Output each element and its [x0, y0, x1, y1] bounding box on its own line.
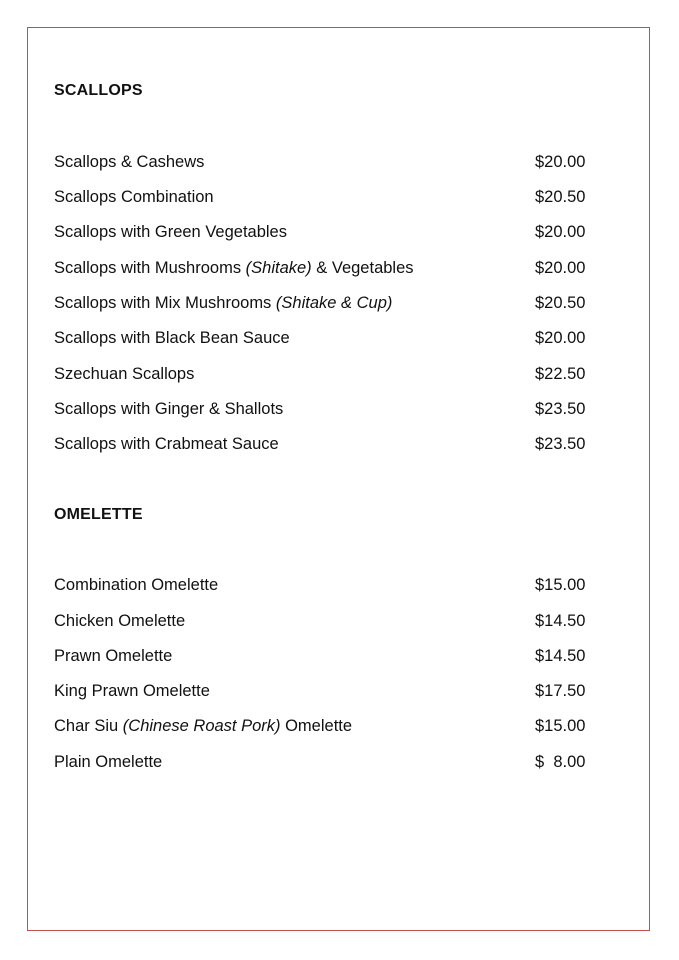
section-heading-omelette: OMELETTE: [54, 506, 143, 523]
item-price: $22.50: [535, 365, 586, 383]
item-price: $20.00: [535, 223, 586, 241]
item-price: $20.50: [535, 294, 586, 312]
item-price: $15.00: [535, 576, 586, 594]
menu-item: [54, 573, 586, 597]
item-price: $17.50: [535, 682, 586, 700]
menu-item: [54, 750, 586, 774]
menu-item: [54, 714, 586, 738]
menu-item: [54, 220, 586, 244]
item-name: Scallops with Mushrooms (Shitake) & Vegetables: [54, 259, 414, 277]
menu-item: [54, 150, 586, 174]
item-name: Scallops with Black Bean Sauce: [54, 329, 290, 347]
item-name: Scallops Combination: [54, 188, 214, 206]
item-price: $20.00: [535, 153, 586, 171]
item-name: Chicken Omelette: [54, 612, 186, 630]
menu-item: [54, 609, 586, 633]
item-price: $23.50: [535, 400, 586, 418]
item-price: $20.00: [535, 329, 586, 347]
item-price: $14.50: [535, 647, 586, 665]
item-name: Scallops with Ginger & Shallots: [54, 400, 284, 418]
item-price: $14.50: [535, 612, 586, 630]
item-price: $20.50: [535, 188, 586, 206]
item-name: Scallops & Cashews: [54, 153, 205, 171]
item-name: Scallops with Crabmeat Sauce: [54, 435, 279, 453]
menu-item: [54, 644, 586, 668]
menu-item: [54, 326, 586, 350]
item-price: $20.00: [535, 259, 586, 277]
item-name: Char Siu (Chinese Roast Pork) Omelette: [54, 717, 353, 735]
menu-item: [54, 679, 586, 703]
item-name: Plain Omelette: [54, 753, 163, 771]
menu-item: [54, 256, 586, 280]
item-name: King Prawn Omelette: [54, 682, 210, 700]
section-heading-scallops: SCALLOPS: [54, 82, 143, 99]
item-price: $ 8.00: [535, 753, 586, 771]
menu-item: [54, 291, 586, 315]
menu-item: [54, 185, 586, 209]
item-name: Combination Omelette: [54, 576, 219, 594]
menu-item: [54, 432, 586, 456]
item-price: $23.50: [535, 435, 586, 453]
item-name: Prawn Omelette: [54, 647, 173, 665]
menu-item: [54, 362, 586, 386]
item-price: $15.00: [535, 717, 586, 735]
menu-item: [54, 397, 586, 421]
item-name: Scallops with Green Vegetables: [54, 223, 287, 241]
item-name: Scallops with Mix Mushrooms (Shitake & Cup): [54, 294, 393, 312]
item-name: Szechuan Scallops: [54, 365, 195, 383]
